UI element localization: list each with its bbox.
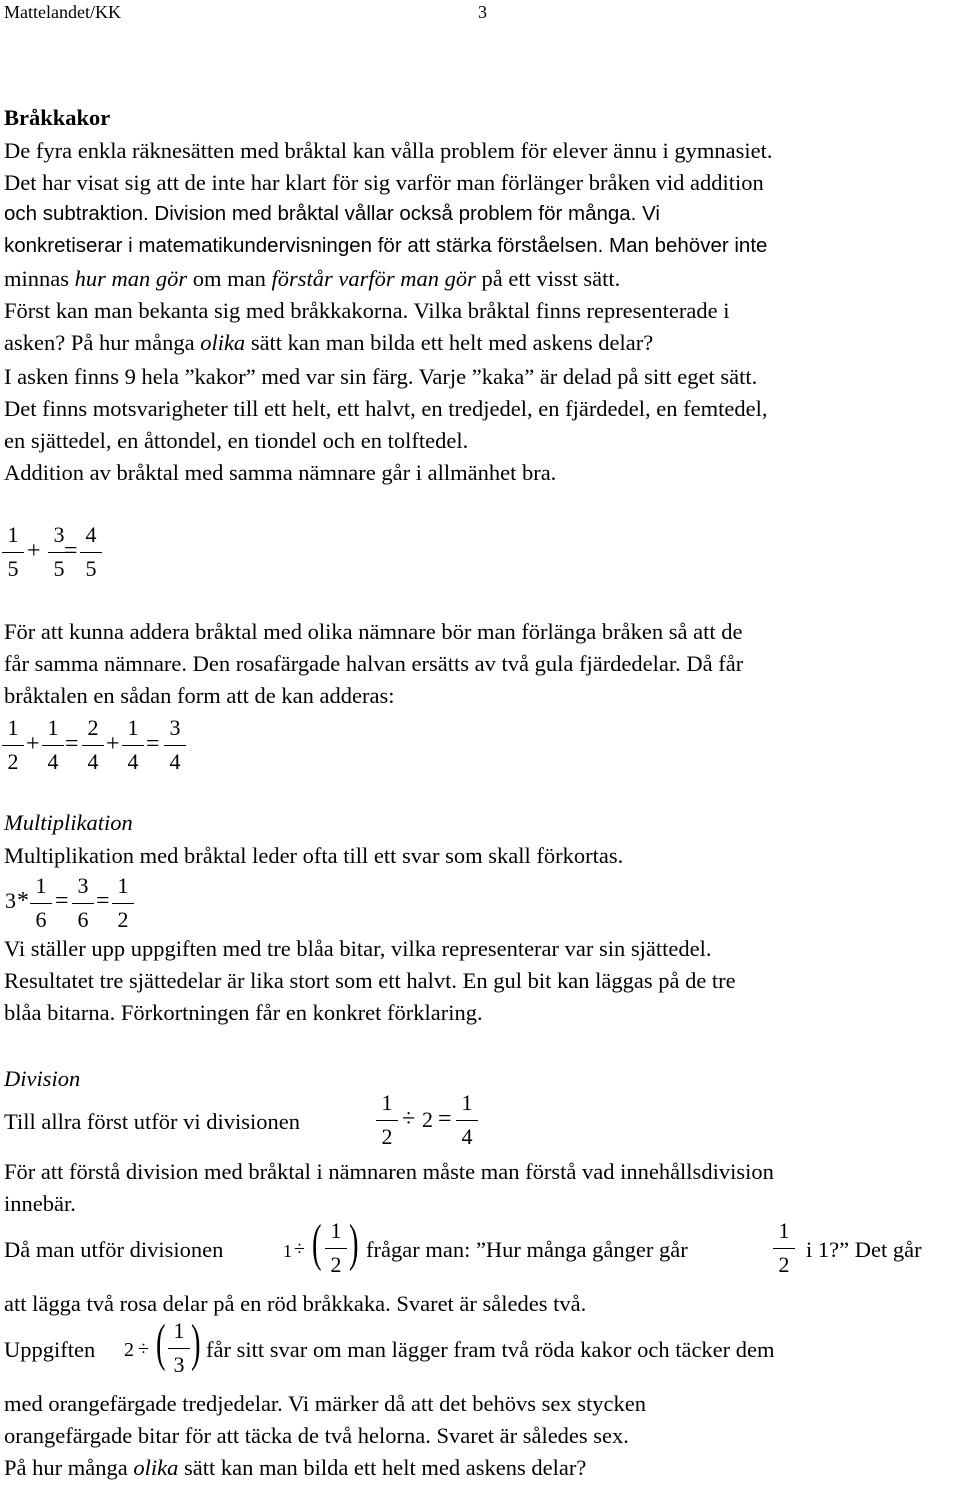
numerator: 1 [461, 1090, 473, 1115]
denominator: 4 [169, 749, 181, 774]
denominator: 4 [87, 749, 99, 774]
numerator: 1 [127, 715, 139, 740]
fraction-bar [72, 903, 94, 904]
paragraph-line: och subtraktion. Division med bråktal vållar också problem för många. Vi [4, 202, 660, 225]
numerator: 2 [87, 715, 99, 740]
integer-dividend: 1 [283, 1241, 292, 1261]
fraction-bar [2, 745, 24, 746]
fraction [122, 715, 144, 775]
denominator: 3 [173, 1352, 185, 1377]
paragraph-line: Addition av bråktal med samma nämnare går i allmänhet bra. [4, 460, 557, 485]
denominator: 4 [127, 749, 139, 774]
fraction-bar [42, 745, 64, 746]
numerator: 3 [77, 873, 89, 898]
denominator: 5 [53, 556, 65, 581]
denominator: 6 [77, 907, 89, 932]
section-heading-division: Division [4, 1066, 81, 1091]
text-span: minnas [4, 266, 75, 291]
emphasis-text: hur man gör [74, 266, 188, 291]
section-heading-multiplication: Multiplikation [4, 810, 133, 835]
denominator: 2 [7, 749, 19, 774]
numerator: 4 [85, 522, 97, 547]
numerator: 1 [7, 715, 19, 740]
denominator: 2 [778, 1252, 790, 1277]
paragraph-line: orangefärgade bitar för att täcka de två helorna. Svaret är således sex. [4, 1423, 629, 1448]
emphasis-text: förstår varför man gör [271, 266, 476, 291]
paragraph-line: Det finns motsvarigheter till ett helt, ett halvt, en tredjedel, en fjärdedel, en femtedel, [4, 396, 768, 421]
paragraph-line: Resultatet tre sjättedelar är lika stort som ett halvt. En gul bit kan läggas på de tre [4, 968, 736, 993]
paragraph-line: Det har visat sig att de inte har klart för sig varför man förlänger bråken vid addition [4, 170, 764, 195]
paragraph-line: innebär. [4, 1191, 76, 1216]
denominator: 5 [7, 556, 19, 581]
denominator: 2 [330, 1252, 342, 1277]
text-span: sätt kan man bilda ett helt med askens delar? [245, 330, 654, 355]
left-parenthesis: ( [312, 1215, 322, 1272]
paragraph-line: I asken finns 9 hela ”kakor” med var sin färg. Varje ”kaka” är delad på sitt eget sätt. [4, 364, 758, 389]
text-span: På hur många [4, 1455, 134, 1480]
fraction [82, 715, 104, 775]
fraction [456, 1090, 478, 1150]
paragraph-line: bråktalen en sådan form att de kan adderas: [4, 683, 395, 708]
equals-sign: = [55, 888, 69, 914]
paragraph-line: Då man utför divisionen [4, 1237, 224, 1262]
denominator: 2 [117, 907, 129, 932]
paragraph-line: blåa bitarna. Förkortningen får en konkret förklaring. [4, 1000, 483, 1025]
paragraph-line: Vi ställer upp uppgiften med tre blåa bitar, vilka representerar var sin sjättedel. [4, 936, 712, 961]
numerator: 3 [53, 522, 65, 547]
equals-sign: = [65, 731, 79, 757]
paragraph-line: får samma nämnare. Den rosafärgade halvan ersätts av två gula fjärdedelar. Då får [4, 651, 744, 676]
numerator: 3 [169, 715, 181, 740]
fraction [2, 715, 24, 775]
denominator: 2 [381, 1124, 393, 1149]
text-span: om man [187, 266, 272, 291]
fraction-bar [168, 1348, 190, 1349]
paragraph-line: frågar man: ”Hur många gånger går [366, 1237, 688, 1262]
integer-divisor: 2 [422, 1107, 433, 1132]
fraction-bar [376, 1120, 398, 1121]
fraction [325, 1218, 347, 1278]
equals-sign: = [146, 731, 160, 757]
fraction [376, 1090, 398, 1150]
plus-sign: + [26, 731, 40, 757]
fraction-bar [82, 745, 104, 746]
page-title: Bråkkakor [4, 105, 111, 130]
fraction-bar [325, 1248, 347, 1249]
paragraph-line: Uppgiften [4, 1337, 96, 1362]
fraction [30, 873, 52, 933]
paragraph-line: Först kan man bekanta sig med bråkkakorna. Vilka bråktal finns representerade i [4, 298, 730, 323]
paragraph-line: med orangefärgade tredjedelar. Vi märker då att det behövs sex stycken [4, 1391, 646, 1416]
text-span: sätt kan man bilda ett helt med askens delar? [178, 1455, 587, 1480]
fraction [168, 1318, 190, 1378]
plus-sign: + [27, 538, 41, 564]
division-sign: ÷ [294, 1238, 305, 1260]
numerator: 1 [35, 873, 47, 898]
paragraph-line [4, 1453, 586, 1483]
fraction-bar [456, 1120, 478, 1121]
paragraph-line: Multiplikation med bråktal leder ofta till ett svar som skall förkortas. [4, 843, 624, 868]
paragraph-line [4, 264, 620, 294]
multiplication-sign: * [17, 888, 29, 914]
emphasis-text: olika [200, 330, 246, 355]
numerator: 1 [117, 873, 129, 898]
equals-sign: = [64, 538, 78, 564]
integer-factor: 3 [5, 888, 16, 913]
equals-sign: = [96, 888, 110, 914]
numerator: 1 [47, 715, 59, 740]
fraction [2, 522, 24, 582]
fraction [42, 715, 64, 775]
fraction-bar [122, 745, 144, 746]
integer-dividend: 2 [124, 1339, 134, 1361]
right-parenthesis: ) [349, 1215, 359, 1272]
division-sign: ÷ [138, 1338, 149, 1360]
denominator: 5 [85, 556, 97, 581]
paragraph-line: i 1?” Det går [806, 1237, 922, 1262]
numerator: 1 [381, 1090, 393, 1115]
right-parenthesis: ) [191, 1315, 201, 1372]
paragraph-line: För att kunna addera bråktal med olika nämnare bör man förlänga bråken så att de [4, 619, 743, 644]
paragraph-line: får sitt svar om man lägger fram två röda kakor och täcker dem [206, 1337, 775, 1362]
paragraph-line [4, 328, 653, 358]
fraction-bar [30, 903, 52, 904]
fraction-bar [773, 1248, 795, 1249]
fraction [773, 1218, 795, 1278]
numerator: 1 [7, 522, 19, 547]
numerator: 1 [778, 1218, 790, 1243]
header-left: Mattelandet/KK [4, 2, 121, 22]
text-span: på ett visst sätt. [475, 266, 621, 291]
paragraph-line: konkretiserar i matematikundervisningen för att stärka förståelsen. Man behöver inte [4, 234, 768, 257]
denominator: 6 [35, 907, 47, 932]
numerator: 1 [330, 1218, 342, 1243]
plus-sign: + [106, 731, 120, 757]
paragraph-line: att lägga två rosa delar på en röd bråkkaka. Svaret är således två. [4, 1291, 587, 1316]
paragraph-line: Till allra först utför vi divisionen [4, 1109, 301, 1134]
fraction-bar [2, 552, 24, 553]
paragraph-line: För att förstå division med bråktal i nämnaren måste man förstå vad innehållsdivision [4, 1159, 774, 1184]
paragraph-line: De fyra enkla räknesätten med bråktal kan vålla problem för elever ännu i gymnasiet. [4, 138, 773, 163]
fraction [80, 522, 102, 582]
numerator: 1 [173, 1318, 185, 1343]
page-number: 3 [478, 2, 487, 22]
denominator: 4 [461, 1124, 473, 1149]
emphasis-text: olika [133, 1455, 179, 1480]
fraction [112, 873, 134, 933]
text-span: asken? På hur många [4, 330, 201, 355]
denominator: 4 [47, 749, 59, 774]
fraction-bar [112, 903, 134, 904]
fraction-bar [80, 552, 102, 553]
equals-sign: = [438, 1106, 452, 1132]
fraction [164, 715, 186, 775]
fraction [72, 873, 94, 933]
left-parenthesis: ( [156, 1315, 166, 1372]
fraction-bar [164, 745, 186, 746]
division-sign: ÷ [402, 1106, 416, 1132]
paragraph-line: en sjättedel, en åttondel, en tiondel och en tolftedel. [4, 428, 469, 453]
